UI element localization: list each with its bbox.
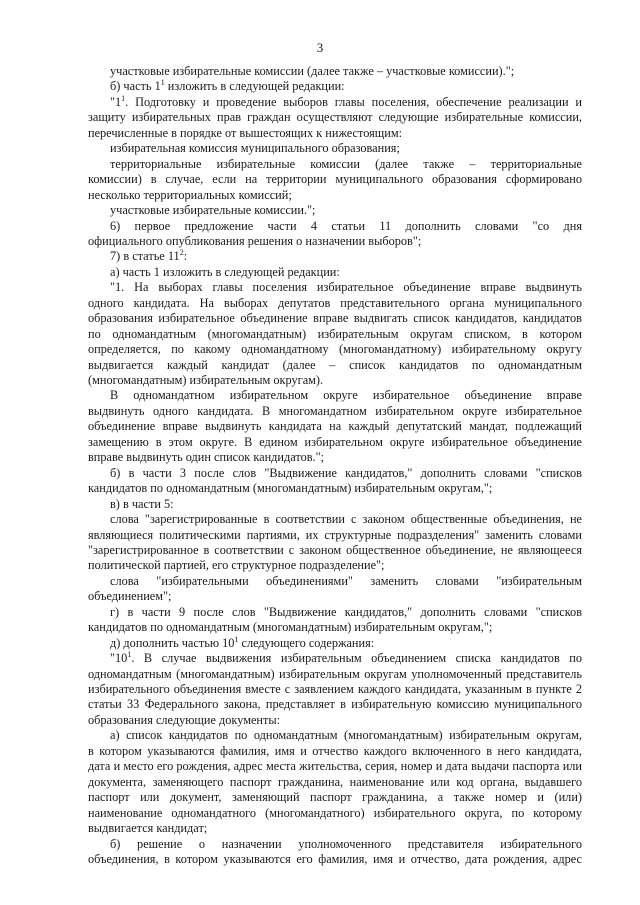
text-line: документа, заменяющего паспорт гражданина, наименование или код органа, выдавшего — [88, 774, 582, 789]
text-line: в) в части 5: — [110, 496, 174, 511]
text-line: одного кандидата. На выборах депутатов представительного органа муниципального — [88, 295, 582, 310]
superscript: 1 — [160, 78, 165, 88]
text-line: избирательного объединения вместе с заявлением каждого кандидата, указанным в пункте 2 — [88, 682, 582, 696]
superscript: 2 — [179, 248, 184, 258]
text-line: политической партией, его структурное подразделение"; — [88, 558, 385, 573]
text-segment: 7) в статье 11 — [110, 249, 180, 264]
text-line: в котором указываются фамилия, имя и отчество каждого включенного в него кандидата, — [88, 743, 582, 758]
text-line — [110, 95, 582, 110]
text-line: паспорт или документ, заменяющий паспорт гражданина, а также номер и (или) — [88, 790, 582, 805]
text-line: В одномандатном избирательном округе избирательное объединение вправе — [110, 388, 582, 403]
page-number: 3 — [316, 40, 324, 55]
text-segment: д) дополнить частью 10 — [110, 635, 235, 650]
text-segment: . Подготовку и проведение выборов главы поселения, обеспечение реализации и — [125, 94, 582, 109]
text-line: участковые избирательные комиссии."; — [110, 203, 316, 218]
text-line: (многомандатным) избирательным округам). — [88, 373, 324, 387]
text-line: образования избирательное объединение вправе выдвигать список кандидатов, кандидатов — [88, 311, 582, 326]
text-line: слова "избирательными объединениями" заменить словами "избирательным — [110, 573, 582, 588]
text-line — [110, 636, 582, 651]
text-line: участковые избирательные комиссии (далее также – участковые комиссии)."; — [110, 64, 515, 78]
text-line: одномандатным (многомандатным) избирательным округам уполномоченный представитель — [88, 666, 582, 681]
text-line: выдвигается кандидат; — [88, 821, 208, 836]
text-line: выдвинуть одного кандидата. В многомандатном избирательном округе избирательное — [88, 403, 582, 418]
superscript: 1 — [121, 93, 126, 103]
text-segment: "1 — [110, 94, 122, 109]
text-line: а) список кандидатов по одномандатным (многомандатным) избирательным округам, — [110, 728, 582, 743]
text-line: "зарегистрированное в соответствии с законом общественное объединение, не являющееся — [88, 542, 582, 557]
text-line: 6) первое предложение части 4 статьи 11 дополнить словами "со дня — [110, 218, 582, 233]
text-line: по одномандатным (многомандатным) избирательным округам списком, в котором — [88, 326, 582, 341]
text-line: объединением"; — [88, 589, 172, 604]
text-segment: . В случае выдвижения избирательным объединением списка кандидатов по — [131, 651, 582, 666]
text-line: образования следующие документы: — [88, 712, 281, 727]
text-line: слова "зарегистрированные в соответствии с законом общественные объединения, не — [110, 512, 582, 527]
text-line: замещению в этом округе. В едином избирательном округе избирательное объединение — [88, 434, 582, 449]
text-line: дата и место его рождения, адрес места жительства, серия, номер и дата выдачи паспорта или — [88, 759, 582, 774]
text-line: наименование одномандатного (многомандатного) избирательного округа, по которому — [88, 805, 582, 820]
text-line: выдвигается каждый кандидат (далее – список кандидатов по одномандатным — [88, 357, 582, 372]
text-line: а) часть 1 изложить в следующей редакции: — [110, 264, 340, 279]
text-line: определяется, по какому одномандатному (многомандатному) избирательному округу — [88, 342, 582, 357]
text-line: г) в части 9 после слов "Выдвижение кандидатов," дополнить словами "списков — [110, 604, 582, 619]
superscript: 1 — [234, 634, 239, 644]
text-segment: "10 — [110, 651, 128, 666]
text-segment: б) часть 1 — [110, 79, 161, 94]
text-line — [110, 79, 582, 94]
text-segment: : — [183, 249, 188, 264]
text-line: б) решение о назначении уполномоченного представителя избирательного — [110, 836, 582, 851]
text-segment: следующего содержания: — [238, 635, 375, 650]
text-segment: изложить в следующей редакции: — [164, 79, 345, 94]
text-line: защиту избирательных прав граждан осуществляют следующие избирательные комиссии, — [88, 110, 582, 125]
text-line: объединения, в котором указываются его фамилия, имя и отчество, дата рождения, адрес — [88, 851, 582, 866]
text-line: официального опубликования решения о назначении выборов"; — [88, 233, 422, 248]
text-line: кандидатов по одномандатным (многомандатным) избирательным округам,"; — [88, 620, 493, 635]
text-line — [110, 651, 582, 666]
text-line: б) в части 3 после слов "Выдвижение кандидатов," дополнить словами "списков — [110, 465, 582, 480]
text-line: статьи 33 Федерального закона, представляет в избирательную комиссию муниципального — [88, 697, 582, 712]
text-line: комиссии) в случае, если на территории муниципального образования сформировано — [88, 172, 582, 187]
text-line: объединение вправе выдвинуть кандидата на каждый депутатский мандат, подлежащий — [88, 419, 582, 434]
text-line: вправе выдвинуть один список кандидатов."; — [88, 450, 325, 465]
text-line: являющиеся политическими партиями, их структурные подразделения" заменить словами — [88, 527, 582, 542]
text-line: перечисленные в порядке от вышестоящих к нижестоящим: — [88, 125, 403, 140]
text-line: несколько территориальных комиссий; — [88, 187, 292, 202]
text-line: избирательная комиссия муниципального образования; — [110, 141, 400, 156]
text-line: территориальные избирательные комиссии (далее также – территориальные — [110, 156, 582, 171]
text-line — [110, 249, 582, 264]
superscript: 1 — [127, 650, 132, 660]
text-line: кандидатов по одномандатным (многомандатным) избирательным округам,"; — [88, 481, 493, 496]
text-line: "1. На выборах главы поселения избирательное объединение вправе выдвинуть — [110, 280, 582, 295]
